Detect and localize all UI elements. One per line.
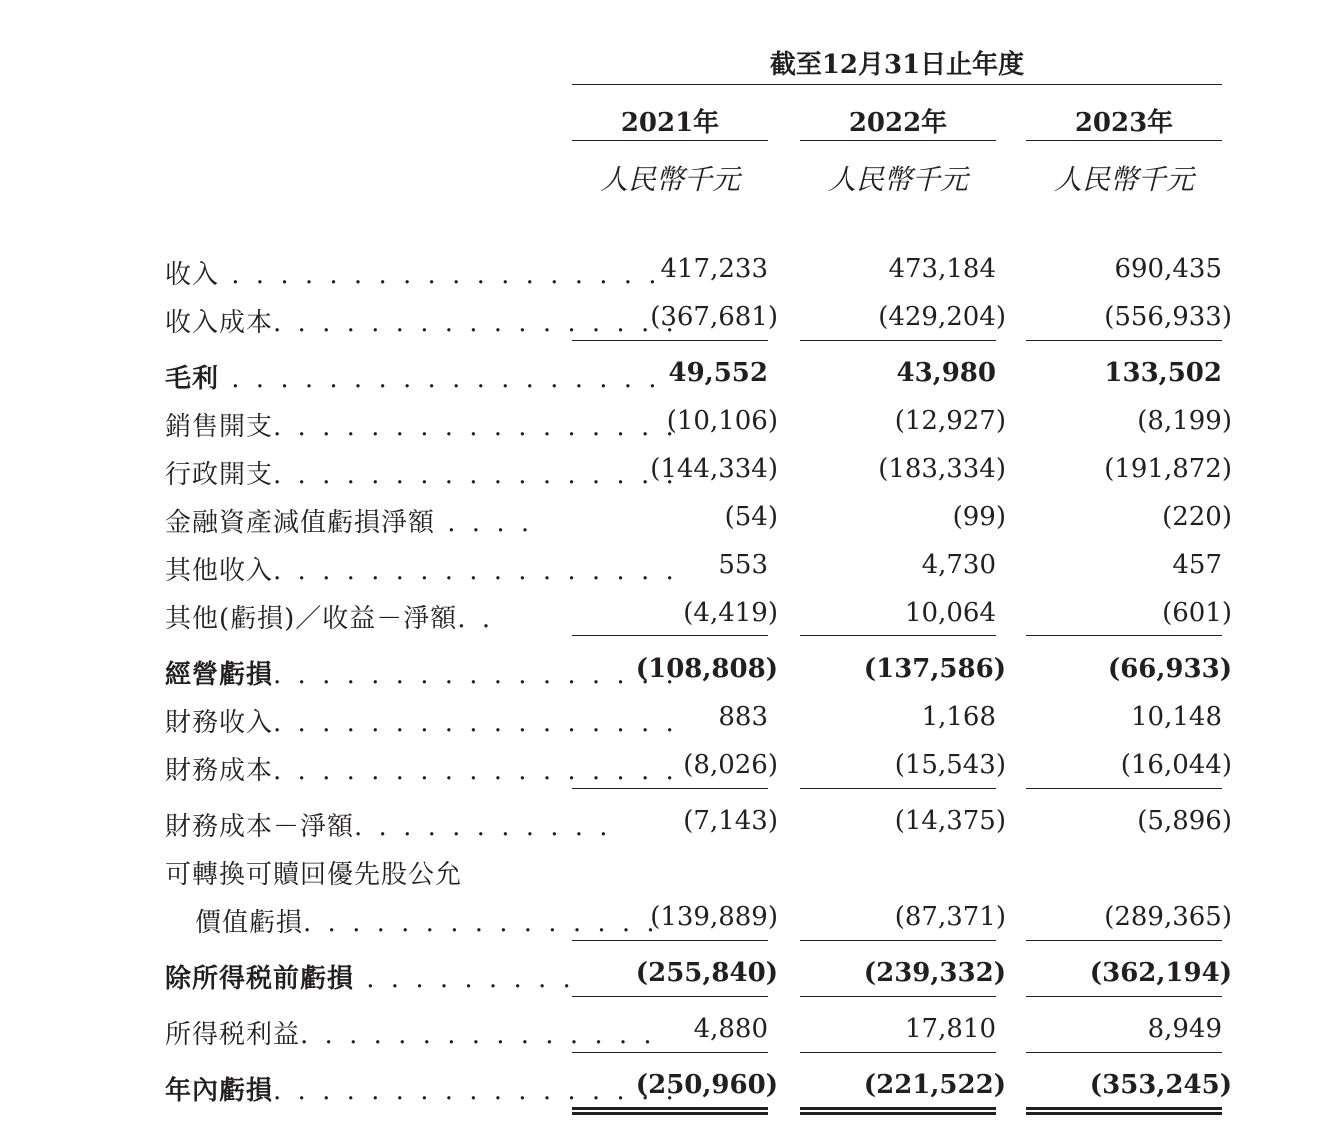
table-row (0, 502, 1340, 542)
row-label-text: 年內虧損 (165, 1076, 274, 1106)
subtotal-rule (1026, 1052, 1222, 1053)
row-label (165, 854, 537, 891)
year-2021-heading: 2021年 (620, 108, 720, 138)
leader-dots: . . . . . . . . . . . . . . . (300, 1020, 656, 1050)
value-col3: (66,933) (1107, 654, 1232, 684)
row-label-text: 其他(虧損)／收益－淨額 (165, 604, 458, 634)
period-heading: 截至12月31日止年度 (769, 50, 1025, 80)
row-label (165, 454, 678, 491)
table-row (0, 750, 1340, 790)
leader-dots: . . . . . . . . . . . . . . . (303, 908, 659, 938)
row-label-text: 可轉換可贖回優先股公允 (165, 860, 463, 890)
row-label-text: 經營虧損 (165, 660, 274, 690)
row-label (165, 750, 678, 787)
value-col1: (10,106) (666, 406, 778, 436)
value-col1: 4,880 (693, 1014, 768, 1044)
value-col2: 1,168 (921, 702, 996, 732)
subtotal-rule (572, 340, 768, 341)
value-col3: 690,435 (1114, 254, 1222, 284)
leader-dots: . . . . . . . . . . . . . . . . . (273, 708, 678, 738)
year-rule (800, 140, 996, 141)
row-label (165, 302, 678, 339)
value-col2: (429,204) (878, 302, 1006, 332)
value-col1: (139,889) (650, 902, 778, 932)
value-col2: (137,586) (863, 654, 1006, 684)
value-col2: (14,375) (894, 806, 1006, 836)
value-col1: 553 (718, 550, 768, 580)
subtotal-rule (1026, 940, 1222, 941)
row-label (165, 702, 678, 739)
value-col3: 457 (1172, 550, 1222, 580)
leader-dots: . . . . . . . . . . . . . . . . . (273, 1076, 678, 1106)
subtotal-rule (1026, 996, 1222, 997)
year-rule (572, 140, 768, 141)
row-label-text: 財務成本－淨額 (165, 812, 355, 842)
year-2022-heading: 2022年 (848, 108, 948, 138)
value-col1: (250,960) (635, 1070, 778, 1100)
table-row (0, 702, 1340, 742)
row-label (165, 406, 678, 443)
value-col2: (99) (952, 502, 1006, 532)
table-row (0, 958, 1340, 998)
value-col2: (87,371) (894, 902, 1006, 932)
subtotal-rule (572, 635, 768, 636)
value-col3: (5,896) (1137, 806, 1232, 836)
table-row (0, 806, 1340, 846)
row-label (165, 806, 612, 843)
leader-dots: . . . . . . . . . . . (354, 812, 612, 842)
value-col3: (220) (1162, 502, 1232, 532)
subtotal-rule (800, 996, 996, 997)
value-col2: (239,332) (863, 958, 1006, 988)
leader-dots: . . . . . . . . . . . . . . . . . (273, 556, 678, 586)
row-label (165, 654, 678, 691)
value-col2: (221,522) (863, 1070, 1006, 1100)
value-col3: (191,872) (1104, 454, 1232, 484)
row-label (165, 502, 537, 539)
unit-label: 人民幣千元 (599, 163, 740, 196)
value-col1: 417,233 (660, 254, 768, 284)
row-label-text: 收入成本 (165, 308, 274, 338)
value-col3: (556,933) (1104, 302, 1232, 332)
value-col3: (16,044) (1120, 750, 1232, 780)
year-rule (1026, 140, 1222, 141)
table-row (0, 854, 1340, 894)
total-double-rule (800, 1107, 996, 1115)
value-col1: (54) (724, 502, 778, 532)
subtotal-rule (572, 1052, 768, 1053)
row-label (165, 358, 661, 395)
subtotal-rule (1026, 340, 1222, 341)
subtotal-rule (1026, 635, 1222, 636)
subtotal-rule (800, 788, 996, 789)
leader-dots: . . . . . . . . . . . . . . . . . (273, 308, 678, 338)
value-col2: (12,927) (894, 406, 1006, 436)
value-col3: (601) (1162, 598, 1232, 628)
value-col3: (362,194) (1089, 958, 1232, 988)
value-col2: 4,730 (921, 550, 996, 580)
value-col3: (8,199) (1137, 406, 1232, 436)
row-label-text: 行政開支 (165, 460, 274, 490)
value-col2: (183,334) (878, 454, 1006, 484)
row-label (165, 958, 575, 995)
value-col2: 17,810 (905, 1014, 996, 1044)
value-col1: (367,681) (650, 302, 778, 332)
value-col1: (108,808) (635, 654, 778, 684)
row-label-text: 財務成本 (165, 756, 274, 786)
leader-dots: . . . . . . . . . . . . . . . . . (273, 412, 678, 442)
table-row (0, 302, 1340, 342)
value-col1: (4,419) (683, 598, 778, 628)
period-rule (572, 84, 1222, 85)
value-col3: (289,365) (1104, 902, 1232, 932)
total-double-rule (572, 1107, 768, 1115)
row-label-text: 收入 (165, 260, 220, 290)
subtotal-rule (1026, 788, 1222, 789)
row-label-text: 財務收入 (165, 708, 274, 738)
table-row (0, 454, 1340, 494)
table-row (0, 550, 1340, 590)
value-col1: 883 (718, 702, 768, 732)
table-row (0, 654, 1340, 694)
row-label (165, 550, 678, 587)
value-col3: 133,502 (1104, 358, 1222, 388)
row-label-text: 毛利 (165, 364, 220, 394)
value-col1: (7,143) (683, 806, 778, 836)
value-col3: (353,245) (1089, 1070, 1232, 1100)
leader-dots: . . . . . . . . . . . . . . . . . . (219, 260, 661, 290)
subtotal-rule (800, 1052, 996, 1053)
value-col3: 8,949 (1147, 1014, 1222, 1044)
row-label-text: 所得税利益 (165, 1020, 301, 1050)
leader-dots: . . . . . . . . . . . . . . . . . . (219, 364, 661, 394)
row-label (165, 254, 661, 291)
unit-label: 人民幣千元 (827, 163, 968, 196)
table-row (0, 1014, 1340, 1054)
value-col2: 43,980 (896, 358, 996, 388)
leader-dots: . . . . . . . . . . . . . . . . . (273, 460, 678, 490)
subtotal-rule (800, 635, 996, 636)
leader-dots: . . (457, 604, 495, 634)
subtotal-rule (572, 788, 768, 789)
table-row (0, 254, 1340, 294)
row-label-text: 其他收入 (165, 556, 274, 586)
row-label-text: 價值虧損 (195, 908, 304, 938)
total-double-rule (1026, 1107, 1222, 1115)
row-label-text: 除所得税前虧損 (165, 964, 355, 994)
leader-dots: . . . . (435, 508, 534, 538)
value-col2: 473,184 (888, 254, 996, 284)
row-label (195, 902, 659, 939)
value-col1: (255,840) (635, 958, 778, 988)
table-row (0, 902, 1340, 942)
leader-dots: . . . . . . . . . . . . . . . . . (273, 756, 678, 786)
value-col1: (8,026) (683, 750, 778, 780)
subtotal-rule (572, 940, 768, 941)
subtotal-rule (800, 340, 996, 341)
table-row (0, 598, 1340, 638)
table-row (0, 1070, 1340, 1110)
subtotal-rule (572, 996, 768, 997)
value-col2: 10,064 (905, 598, 996, 628)
row-label (165, 598, 537, 635)
subtotal-rule (800, 940, 996, 941)
year-2023-heading: 2023年 (1074, 108, 1174, 138)
row-label-text: 銷售開支 (165, 412, 274, 442)
row-label (165, 1070, 678, 1107)
value-col2: (15,543) (894, 750, 1006, 780)
value-col3: 10,148 (1131, 702, 1222, 732)
value-col1: (144,334) (650, 454, 778, 484)
leader-dots: . . . . . . . . . (354, 964, 575, 994)
value-col1: 49,552 (668, 358, 768, 388)
table-row (0, 406, 1340, 446)
unit-label: 人民幣千元 (1053, 163, 1194, 196)
leader-dots: . . . . . . . . . . . . . . . . . (273, 660, 678, 690)
table-row (0, 358, 1340, 398)
row-label-text: 金融資產減值虧損淨額 (165, 508, 436, 538)
row-label (165, 1014, 656, 1051)
